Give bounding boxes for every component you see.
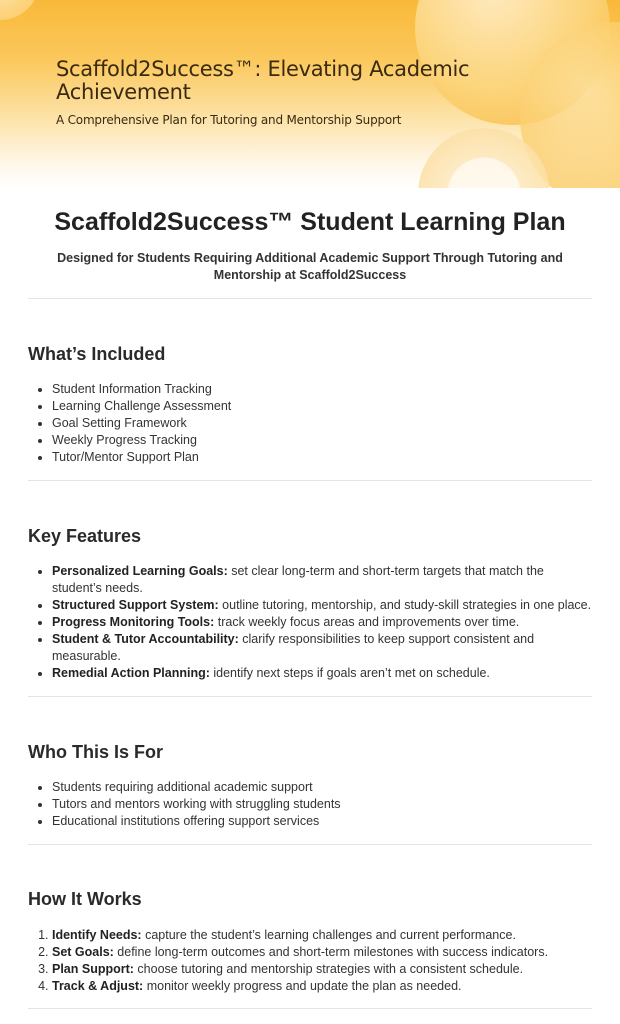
divider — [28, 1008, 592, 1009]
list-item: • Educational institutions offering support services — [52, 813, 592, 830]
who-this-is-for-section — [28, 697, 592, 845]
features-list — [28, 563, 592, 696]
item-text: set clear long-term and short-term targets that match the student’s needs. — [52, 564, 544, 595]
steps-list — [28, 927, 592, 1008]
item-text: monitor weekly progress and update the plan as needed. — [143, 979, 462, 993]
list-item: • Student Information Tracking — [52, 381, 592, 398]
item-text: outline tutoring, mentorship, and study-skill strategies in one place. — [218, 598, 592, 612]
hero-title: Scaffold2Success™: Elevating Academic Achievement — [56, 57, 470, 104]
section-heading: What’s Included — [28, 344, 166, 364]
document-title: Scaffold2Success™ Student Learning Plan — [54, 208, 566, 236]
included-list — [28, 381, 592, 480]
hero-subtitle: A Comprehensive Plan for Tutoring and Mentorship Support — [56, 113, 402, 127]
item-text: define long-term outcomes and short-term milestones with success indicators. — [113, 945, 549, 959]
section-heading: How It Works — [28, 889, 142, 909]
list-item — [52, 631, 592, 665]
item-label: Personalized Learning Goals: — [52, 564, 228, 578]
whats-included-section — [28, 299, 592, 481]
list-item: • Weekly Progress Tracking — [52, 432, 592, 449]
item-label: Plan Support: — [52, 962, 134, 976]
step-item — [52, 944, 592, 961]
item-text: clarify responsibilities to keep support consistent and measurable. — [52, 632, 535, 663]
section-heading: Who This Is For — [28, 742, 163, 762]
list-item: • Learning Challenge Assessment — [52, 398, 592, 415]
section-heading: Key Features — [28, 526, 142, 546]
key-features-section — [28, 481, 592, 697]
step-item — [52, 961, 592, 978]
item-text: choose tutoring and mentorship strategies with a consistent schedule. — [133, 962, 524, 976]
hero-banner — [0, 0, 620, 188]
list-item: • Tutor/Mentor Support Plan — [52, 449, 592, 466]
list-item — [52, 563, 592, 597]
item-text: track weekly focus areas and improvements over time. — [214, 615, 520, 629]
item-label: Remedial Action Planning: — [52, 666, 210, 680]
document-body — [0, 206, 620, 1009]
list-item — [52, 665, 592, 682]
document-subtitle: Designed for Students Requiring Additional Academic Support Through Tutoring and Mentorship at Scaffold2Success — [57, 251, 563, 282]
list-item: • Tutors and mentors working with struggling students — [52, 796, 592, 813]
item-label: Student & Tutor Accountability: — [52, 632, 239, 646]
list-item — [52, 597, 592, 614]
decorative-circle — [0, 0, 40, 20]
item-label: Track & Adjust: — [52, 979, 144, 993]
list-item — [52, 614, 592, 631]
list-item: • Goal Setting Framework — [52, 415, 592, 432]
step-item — [52, 927, 592, 944]
item-text: identify next steps if goals aren’t met on schedule. — [209, 666, 490, 680]
item-label: Progress Monitoring Tools: — [52, 615, 215, 629]
item-label: Identify Needs: — [52, 928, 142, 942]
how-it-works-section — [28, 845, 592, 1009]
audience-list — [28, 779, 592, 844]
item-label: Set Goals: — [52, 945, 114, 959]
step-item — [52, 978, 592, 995]
item-label: Structured Support System: — [52, 598, 219, 612]
list-item: • Students requiring additional academic support — [52, 779, 592, 796]
item-text: capture the student’s learning challenges and current performance. — [141, 928, 516, 942]
